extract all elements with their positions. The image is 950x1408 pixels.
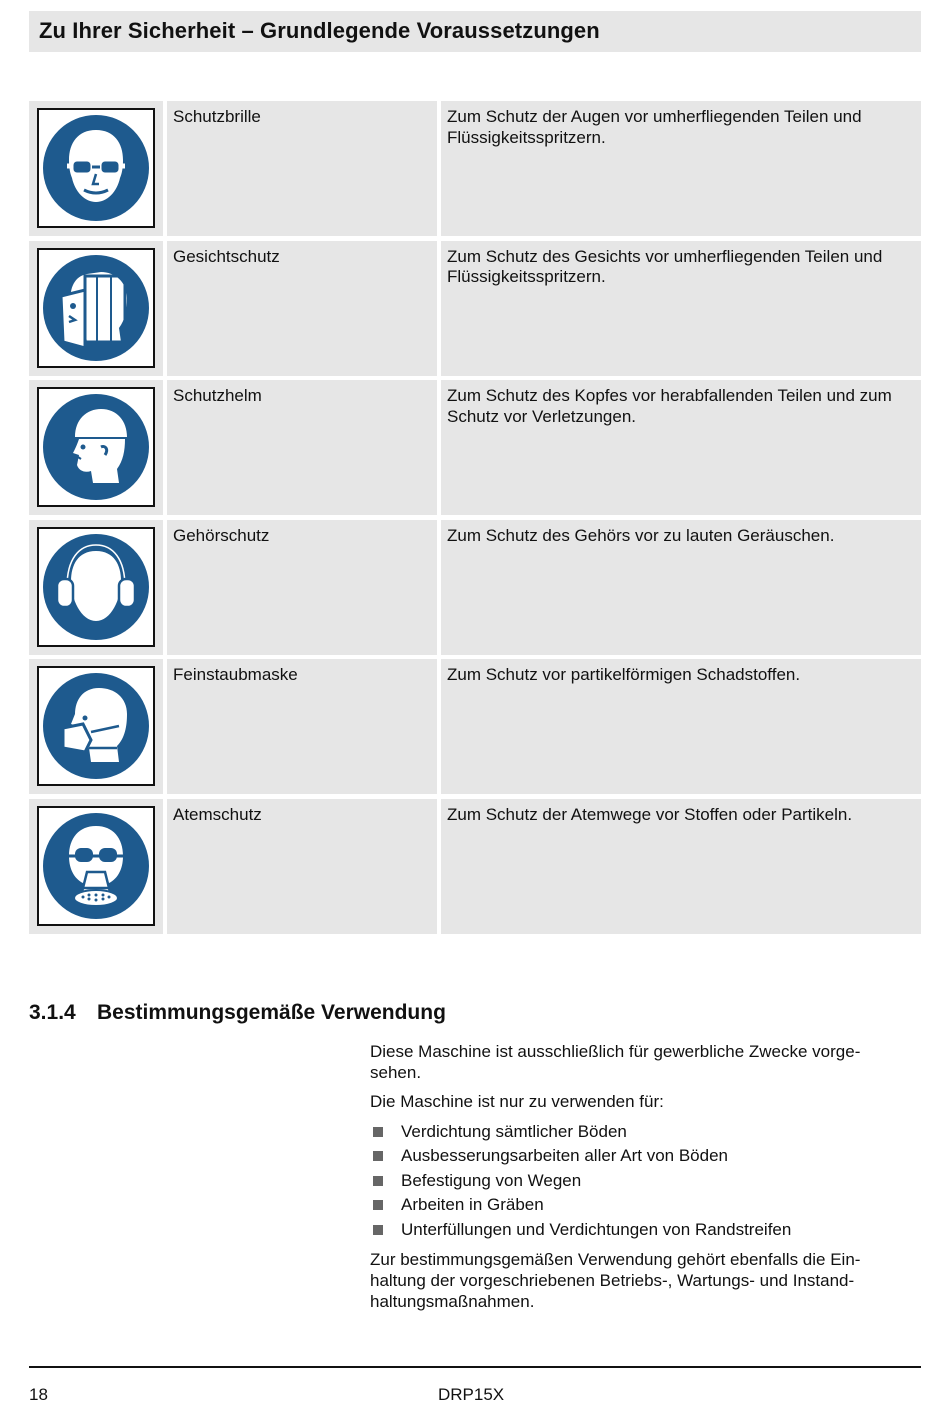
ppe-description: Zum Schutz des Gesichts vor umherfliegenden Teilen und Flüssigkeitsspritzern. [447,246,883,286]
table-row [29,241,921,381]
bullet-square-icon [373,1200,383,1210]
table-row [29,520,921,660]
ppe-name: Gehörschutz [173,525,270,545]
usage-list [370,1120,910,1242]
list-lead: Die Maschine ist nur zu verwenden für: [370,1092,664,1111]
ppe-name: Gesichtschutz [173,246,280,266]
table-row [29,380,921,520]
hard-hat-icon [37,387,155,507]
ppe-description: Zum Schutz vor partikelförmigen Schadstoffen. [447,665,801,684]
ppe-table [29,101,921,938]
ppe-name: Feinstaubmaske [173,665,298,684]
dust-mask-icon [37,666,155,786]
ppe-description: Zum Schutz der Atemwege vor Stoffen oder Partikeln. [447,804,853,824]
ppe-description: Zum Schutz des Kopfes vor herabfallenden Teilen und zum Schutz vor Verletzungen. [447,386,892,426]
ppe-description: Zum Schutz des Gehörs vor zu lauten Geräuschen. [447,525,835,545]
section-body [370,1041,910,1320]
table-row [29,659,921,799]
bullet-square-icon [373,1151,383,1161]
bullet-square-icon [373,1176,383,1186]
ppe-description: Zum Schutz der Augen vor umherfliegenden Teilen und Flüssigkeitsspritzern. [447,107,862,147]
intro-paragraph: Diese Maschine ist ausschließlich für gewerbliche Zwecke vorge-sehen. [370,1042,861,1082]
table-row [29,799,921,939]
list-item: Ausbesserungsarbeiten aller Art von Böden [370,1144,910,1168]
list-item: Befestigung von Wegen [370,1169,910,1193]
face-shield-icon [37,248,155,368]
safety-goggles-icon [37,108,155,228]
ppe-name: Atemschutz [173,804,262,824]
bullet-square-icon [373,1225,383,1235]
table-row [29,101,921,241]
list-item: Unterfüllungen und Verdichtungen von Randstreifen [370,1218,910,1242]
section-title: Bestimmungsgemäße Verwendung [97,1001,446,1024]
page-number: 18 [29,1385,48,1404]
section-number: 3.1.4 [29,1001,76,1024]
ppe-name: Schutzbrille [173,107,261,126]
footer-divider [29,1366,921,1368]
ppe-name: Schutzhelm [173,386,262,405]
icon-cell [29,101,163,236]
document-code: DRP15X [438,1385,505,1404]
section-heading [29,1001,446,1025]
page-header [29,11,921,52]
closing-paragraph: Zur bestimmungsgemäßen Verwendung gehört ebenfalls die Ein-haltung der vorgeschriebenen Betriebs-, Wartungs- und Instand-haltungsmaßnahmen. [370,1250,861,1312]
list-item: Verdichtung sämtlicher Böden [370,1120,910,1144]
ear-protection-icon [37,527,155,647]
respirator-icon [37,806,155,926]
bullet-square-icon [373,1127,383,1137]
page-title: Zu Ihrer Sicherheit – Grundlegende Voraussetzungen [39,18,600,43]
list-item: Arbeiten in Gräben [370,1193,910,1217]
